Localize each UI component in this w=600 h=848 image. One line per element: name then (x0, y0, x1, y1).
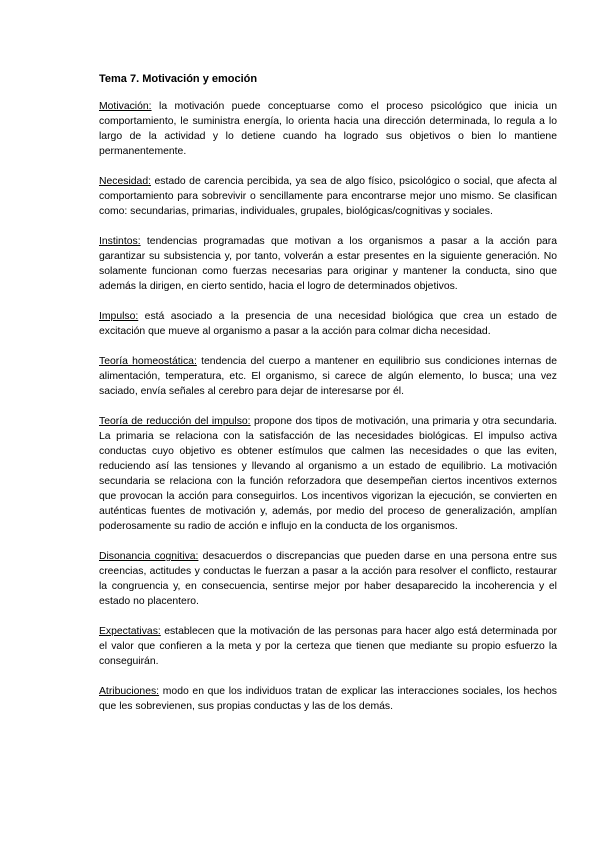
entry-text: establecen que la motivación de las personas para hacer algo está determinada por el valor que confieren a la meta y por la certeza que tienen que mediante su propio esfuerzo la conseguirán. (99, 626, 557, 667)
entry-instintos (99, 234, 557, 294)
entry-atribuciones (99, 684, 557, 714)
entry-term: Atribuciones: (99, 686, 160, 697)
entry-text: está asociado a la presencia de una necesidad biológica que crea un estado de excitación que mueve al organismo a pasar a la acción para colmar dicha necesidad. (99, 311, 557, 337)
entry-necesidad (99, 174, 557, 219)
entry-motivacion (99, 99, 557, 159)
entry-impulso (99, 309, 557, 339)
entry-text: propone dos tipos de motivación, una primaria y otra secundaria. La primaria se relaciona con la satisfacción de las necesidades biológicas. El impulso activa conductas cuyo objetivo es obtener estímulos que calmen las necesidades o que las eviten, reduciendo así las tensiones y llevando al organismo a un estado de equilibrio. La motivación secundaria se relaciona con la función reforzadora que desempeñan ciertos incentivos externos que provocan la acción para conseguirlos. Los incentivos vigorizan la ejecución, se convierten en auténticas fuentes de motivación y, además, por medio del proceso de generalización, amplían poderosamente su radio de acción e influjo en la conducta de los organismos. (99, 416, 558, 532)
entry-term: Necesidad: (99, 176, 151, 187)
entry-term: Disonancia cognitiva: (99, 551, 199, 562)
entry-expectativas (99, 624, 557, 669)
entry-term: Instintos: (99, 236, 141, 247)
entry-teoria-homeostatica (99, 354, 557, 399)
entry-text: estado de carencia percibida, ya sea de algo físico, psicológico o social, que afecta al comportamiento para sobrevivir o sencillamente para encontrarse mejor uno mismo. Se clasifican como: secundarias, primarias, individuales, grupales, biológicas/cognitivas y sociales. (99, 176, 557, 217)
entry-term: Teoría de reducción del impulso: (99, 416, 251, 427)
entry-text: tendencias programadas que motivan a los organismos a pasar a la acción para garantizar su subsistencia y, por tanto, volverán a estar presentes en la siguiente generación. No solamente funcionan como fuerzas necesarias para originar y mantener la conducta, sino que además la dirigen, en cierto sentido, hacia el logro de determinados objetivos. (99, 236, 557, 292)
entry-text: modo en que los individuos tratan de explicar las interacciones sociales, los hechos que les sobrevienen, sus propias conductas y las de los demás. (99, 686, 557, 712)
entry-teoria-reduccion-impulso (99, 414, 557, 534)
entry-term: Motivación: (99, 101, 152, 112)
entry-text: tendencia del cuerpo a mantener en equilibrio sus condiciones internas de alimentación, temperatura, etc. El organismo, si carece de algún elemento, lo busca; una vez saciado, envía señales al cerebro para dejar de interesarse por él. (99, 356, 557, 397)
entry-term: Impulso: (99, 311, 139, 322)
entry-term: Teoría homeostática: (99, 356, 197, 367)
entry-text: desacuerdos o discrepancias que pueden darse en una persona entre sus creencias, actitudes y conductas le fuerzan a pasar a la acción para resolver el conflicto, restaurar la congruencia y, en consecuencia, sentirse mejor por haber desaparecido la incoherencia y el estado no placentero. (99, 551, 557, 607)
entry-text: la motivación puede conceptuarse como el proceso psicológico que inicia un comportamiento, le suministra energía, lo orienta hacia una dirección determinada, lo regula a lo largo de la actividad y lo detiene cuando ha logrado sus objetivos o bien lo mantiene permanentemente. (99, 101, 557, 157)
entry-disonancia-cognitiva (99, 549, 557, 609)
page-title: Tema 7. Motivación y emoción (99, 73, 258, 85)
entry-term: Expectativas: (99, 626, 161, 637)
